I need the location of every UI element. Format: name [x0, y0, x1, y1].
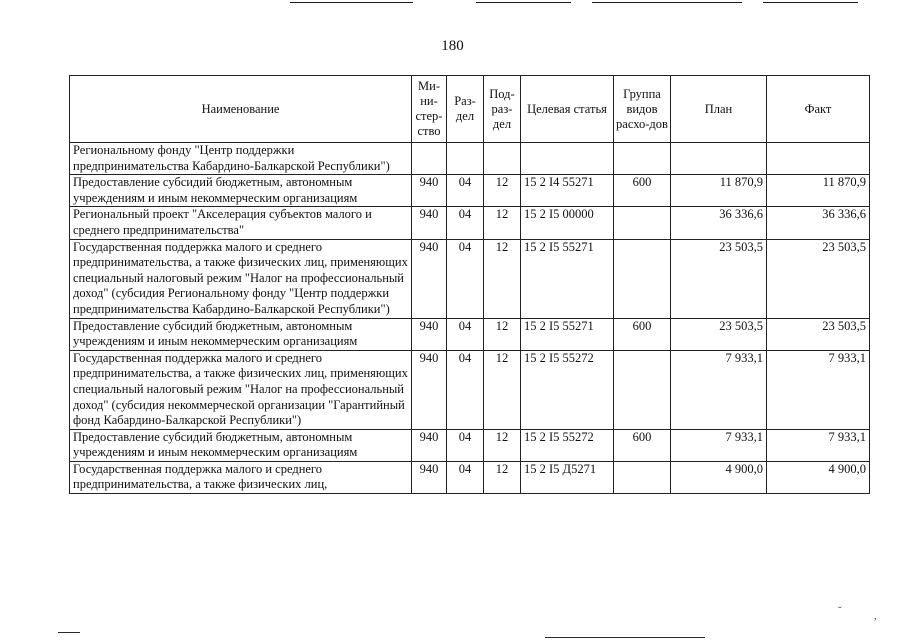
header-section: Раз-дел: [447, 76, 484, 143]
scan-tick-mark: ,: [874, 610, 877, 622]
row-plan: 11 870,9: [671, 175, 767, 207]
header-ministry: Ми-ни-стер-ство: [412, 76, 447, 143]
row-ministry: 940: [412, 207, 447, 239]
row-group: 600: [614, 175, 671, 207]
row-fact: 23 503,5: [767, 239, 870, 318]
row-fact: 11 870,9: [767, 175, 870, 207]
row-plan: 4 900,0: [671, 461, 767, 493]
header-target: Целевая статья: [521, 76, 614, 143]
row-subsection: 12: [484, 239, 521, 318]
row-ministry: 940: [412, 429, 447, 461]
scan-rule-top-4: [763, 2, 858, 3]
table-row: [70, 143, 870, 175]
row-name: Предоставление субсидий бюджетным, автономным учреждениям и иным некоммерческим организациям: [70, 318, 412, 350]
table-row: [70, 429, 870, 461]
table-row: [70, 318, 870, 350]
row-plan: 7 933,1: [671, 350, 767, 429]
row-ministry: 940: [412, 175, 447, 207]
row-group: [614, 207, 671, 239]
row-target: 15 2 I5 00000: [521, 207, 614, 239]
row-name: Предоставление субсидий бюджетным, автономным учреждениям и иным некоммерческим организациям: [70, 175, 412, 207]
row-fact: 7 933,1: [767, 350, 870, 429]
scan-tick-mark: ˘: [838, 605, 842, 617]
row-target: 15 2 I5 55272: [521, 350, 614, 429]
row-group: [614, 239, 671, 318]
row-fact: 7 933,1: [767, 429, 870, 461]
row-ministry: 940: [412, 318, 447, 350]
scan-rule-top-3: [592, 2, 742, 3]
budget-table: [69, 75, 870, 494]
row-target: 15 2 I5 55271: [521, 318, 614, 350]
row-subsection: 12: [484, 318, 521, 350]
table-header-row: [70, 76, 870, 143]
row-subsection: [484, 143, 521, 175]
table-row: [70, 207, 870, 239]
scan-mark-bottom-center: [545, 637, 705, 638]
row-group: [614, 461, 671, 493]
row-ministry: 940: [412, 350, 447, 429]
header-name: Наименование: [70, 76, 412, 143]
scan-rule-top-2: [476, 2, 571, 3]
row-name: Региональный проект "Акселерация субъектов малого и среднего предпринимательства": [70, 207, 412, 239]
table-row: [70, 350, 870, 429]
row-fact: 4 900,0: [767, 461, 870, 493]
row-name: Государственная поддержка малого и среднего предпринимательства, а также физических лиц, применяющих специальный налоговый режим "Налог на профессиональный доход" (субсидия Региональному фонду "Центр поддержки предпринимательства Кабардино-Балкарской Республики"): [70, 239, 412, 318]
row-target: 15 2 I5 55272: [521, 429, 614, 461]
scan-rule-top-1: [290, 2, 413, 3]
header-group: Группа видов расхо-дов: [614, 76, 671, 143]
table-row: [70, 239, 870, 318]
row-fact: 36 336,6: [767, 207, 870, 239]
row-name: Государственная поддержка малого и среднего предпринимательства, а также физических лиц,: [70, 461, 412, 493]
row-ministry: [412, 143, 447, 175]
row-target: [521, 143, 614, 175]
page-number: 180: [441, 38, 464, 54]
row-group: 600: [614, 429, 671, 461]
row-subsection: 12: [484, 429, 521, 461]
row-subsection: 12: [484, 350, 521, 429]
row-ministry: 940: [412, 461, 447, 493]
row-group: [614, 350, 671, 429]
row-section: 04: [447, 318, 484, 350]
header-plan: План: [671, 76, 767, 143]
row-plan: 23 503,5: [671, 239, 767, 318]
row-section: 04: [447, 207, 484, 239]
row-group: [614, 143, 671, 175]
row-plan: 36 336,6: [671, 207, 767, 239]
row-plan: 7 933,1: [671, 429, 767, 461]
row-section: 04: [447, 429, 484, 461]
row-target: 15 2 I5 55271: [521, 239, 614, 318]
table-row: [70, 175, 870, 207]
row-name: Предоставление субсидий бюджетным, автономным учреждениям и иным некоммерческим организациям: [70, 429, 412, 461]
table-row: [70, 461, 870, 493]
row-name: Региональному фонду "Центр поддержки предпринимательства Кабардино-Балкарской Республики"): [70, 143, 412, 175]
row-plan: [671, 143, 767, 175]
row-fact: 23 503,5: [767, 318, 870, 350]
header-fact: Факт: [767, 76, 870, 143]
row-plan: 23 503,5: [671, 318, 767, 350]
row-target: 15 2 I5 Д5271: [521, 461, 614, 493]
row-section: 04: [447, 350, 484, 429]
row-subsection: 12: [484, 207, 521, 239]
row-group: 600: [614, 318, 671, 350]
row-subsection: 12: [484, 461, 521, 493]
row-section: [447, 143, 484, 175]
row-subsection: 12: [484, 175, 521, 207]
row-section: 04: [447, 461, 484, 493]
row-target: 15 2 I4 55271: [521, 175, 614, 207]
scan-mark-bottom-left: [58, 632, 80, 633]
row-ministry: 940: [412, 239, 447, 318]
header-subsection: Под-раз-дел: [484, 76, 521, 143]
row-name: Государственная поддержка малого и среднего предпринимательства, а также физических лиц, применяющих специальный налоговый режим "Налог на профессиональный доход" (субсидия некоммерческой организации "Гарантийный фонд Кабардино-Балкарской Республики"): [70, 350, 412, 429]
row-section: 04: [447, 239, 484, 318]
row-fact: [767, 143, 870, 175]
row-section: 04: [447, 175, 484, 207]
